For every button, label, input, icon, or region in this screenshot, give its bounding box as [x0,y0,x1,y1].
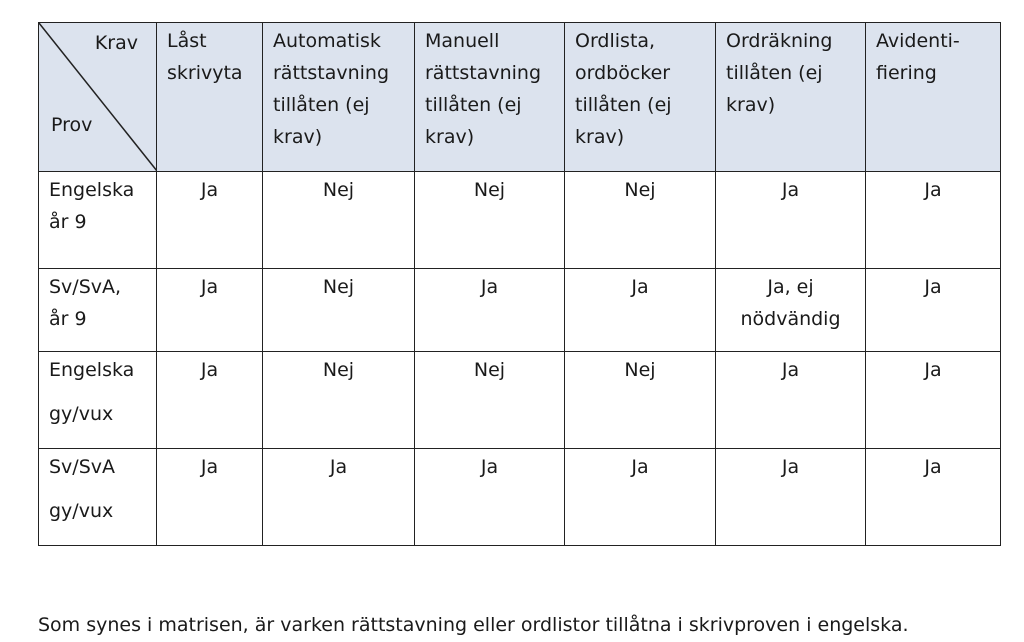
table-cell [565,269,716,352]
header-text: rättstavning [425,62,542,84]
cell-value: Ja [329,456,348,478]
row-label: Engelska [49,359,135,381]
header-text: skrivyta [167,62,243,84]
table-cell [157,172,263,269]
cell-value: Ja [631,276,649,298]
header-text: krav) [425,126,475,148]
row-header [39,449,157,546]
table-cell [263,352,415,449]
table-row [39,449,1001,546]
header-text: tillåten (ej [726,62,823,84]
header-text: tillåten (ej [425,94,522,116]
header-ordrakning [716,23,866,172]
header-text: Automatisk [273,30,381,52]
cell-value: Ja [200,179,219,201]
cell-value: Ja [781,456,800,478]
table-cell [565,172,716,269]
cell-value: Ja [200,456,219,478]
cell-value: Ja [924,359,942,381]
table-cell [263,172,415,269]
table-cell [716,352,866,449]
cell-value: Nej [624,179,656,201]
cell-value: Ja [480,456,499,478]
header-manuell-rattstavning [415,23,565,172]
row-label: Sv/SvA [49,456,116,478]
cell-value: Ja [924,276,942,298]
table-cell [415,172,565,269]
table-cell [565,449,716,546]
cell-value: nödvändig [740,308,841,330]
cell-value: Ja [781,179,800,201]
header-text: ordböcker [575,62,671,84]
header-text: tillåten (ej [273,94,370,116]
table-cell [157,352,263,449]
cell-value: Ja [924,179,942,201]
cell-value: Nej [473,359,506,381]
table-cell [415,352,565,449]
header-text: Avidenti- [876,30,960,52]
table-cell [415,449,565,546]
header-text: fiering [876,62,937,84]
row-header [39,172,157,269]
table-row [39,269,1001,352]
row-header [39,269,157,352]
table-cell [415,269,565,352]
table-cell [263,269,415,352]
cell-value: Ja [200,359,219,381]
header-avidentifiering [866,23,1001,172]
table-cell [866,352,1001,449]
header-row [39,23,1001,172]
cell-value: Ja [924,456,942,478]
summary-note: Som synes i matrisen, är varken rättstavning eller ordlistor tillåtna i skrivproven i engelska. [38,614,909,636]
table-cell [866,269,1001,352]
table-cell [565,352,716,449]
corner-label-krav: Krav [94,32,138,54]
header-text: tillåten (ej [575,94,672,116]
cell-value: Nej [473,179,506,201]
table-cell [716,172,866,269]
cell-value: Ja [631,456,649,478]
table-row [39,172,1001,269]
header-text: krav) [726,94,776,116]
header-text: Ordlista, [575,30,656,52]
table-cell [263,449,415,546]
cell-value: Nej [624,359,656,381]
header-text: krav) [273,126,323,148]
row-label: år 9 [49,308,87,330]
corner-cell [39,23,157,172]
header-automatisk-rattstavning [263,23,415,172]
row-label: gy/vux [49,403,114,425]
cell-value: Ja [480,276,499,298]
table-cell [866,449,1001,546]
cell-value: Ja [781,359,800,381]
corner-label-prov: Prov [51,114,93,136]
table-cell [157,449,263,546]
cell-value: Ja [200,276,219,298]
row-label: Sv/SvA, [49,276,122,298]
table-cell [157,269,263,352]
header-ordlista [565,23,716,172]
header-text: Ordräkning [726,30,833,52]
header-text: krav) [575,126,625,148]
header-last-skrivyta [157,23,263,172]
requirements-matrix [38,22,1001,546]
row-label: år 9 [49,211,87,233]
header-text: rättstavning [273,62,390,84]
header-text: Manuell [425,30,500,52]
cell-value: Nej [322,179,355,201]
cell-value: Nej [322,359,355,381]
row-header [39,352,157,449]
cell-value: Ja, ej [767,276,814,298]
row-label: Engelska [49,179,135,201]
cell-value: Nej [322,276,355,298]
table-cell [716,269,866,352]
table-cell [716,449,866,546]
table-row [39,352,1001,449]
table-cell [866,172,1001,269]
header-text: Låst [167,30,207,52]
row-label: gy/vux [49,500,114,522]
